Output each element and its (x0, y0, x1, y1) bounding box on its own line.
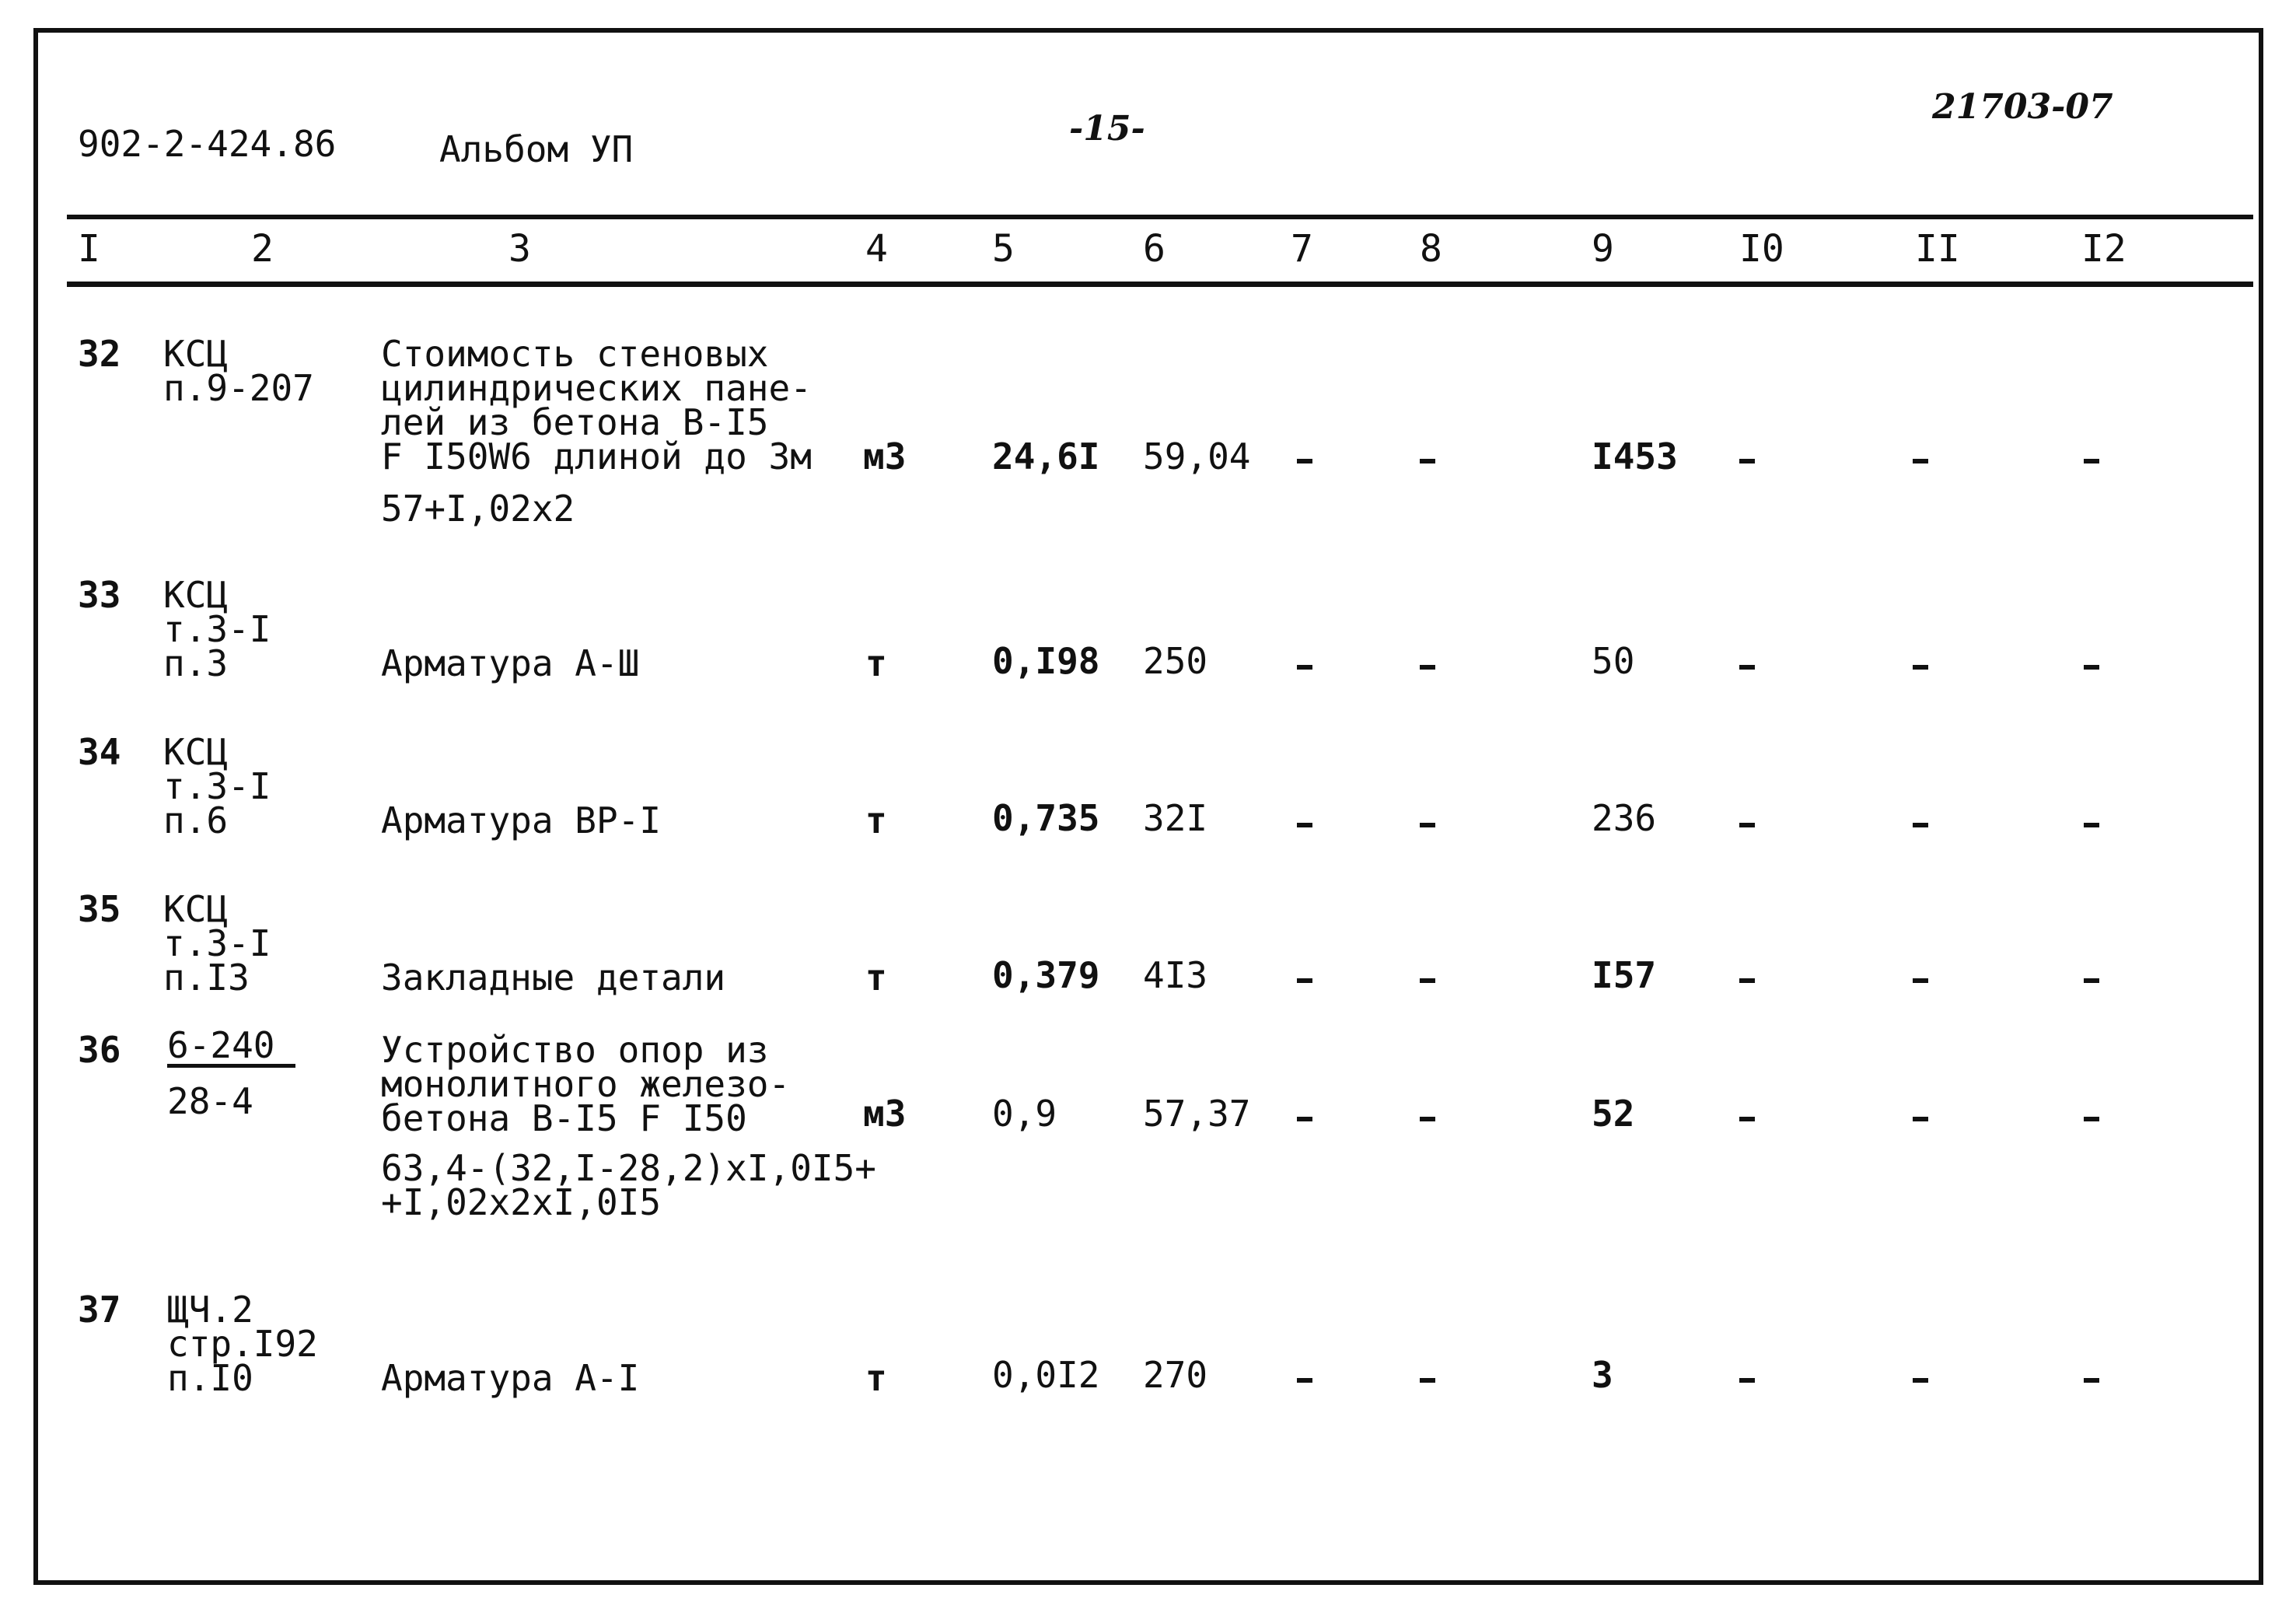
row-ref: п.I0 (167, 1357, 253, 1399)
column-header: I2 (2081, 227, 2127, 271)
header-bottom-rule (67, 282, 2253, 287)
row-number: 37 (78, 1289, 121, 1331)
row-price: 4I3 (1143, 954, 1208, 996)
row-desc: монолитного железо- (381, 1063, 791, 1105)
album-label: Альбом УП (439, 128, 634, 170)
row-ref: т.3-I (163, 765, 271, 807)
row-cost: 3 (1592, 1354, 1613, 1396)
dash-mark (1739, 823, 1755, 827)
dash-mark (2084, 823, 2099, 827)
dash-mark (1913, 665, 1928, 670)
row-qty: 0,0I2 (992, 1354, 1100, 1396)
row-cost: I453 (1592, 435, 1678, 477)
row-note: +I,02x2xI,0I5 (381, 1181, 662, 1223)
dash-mark (1297, 459, 1312, 463)
row-price: 59,04 (1143, 435, 1251, 477)
dash-mark (1297, 1378, 1312, 1383)
row-qty: 0,735 (992, 797, 1100, 839)
column-header: 4 (865, 227, 888, 271)
dash-mark (2084, 1117, 2099, 1121)
row-price: 270 (1143, 1354, 1208, 1396)
row-desc: Стоимость стеновых (381, 333, 769, 375)
row-ref: п.I3 (163, 957, 250, 999)
column-header: II (1915, 227, 1960, 271)
row-ref: 6-240 (167, 1028, 295, 1068)
row-desc: Арматура А-I (381, 1357, 640, 1399)
row-number: 33 (78, 574, 121, 616)
row-unit: м3 (863, 1093, 907, 1135)
column-header: 7 (1291, 227, 1313, 271)
row-ref: п.6 (163, 799, 229, 841)
row-ref: п.9-207 (163, 367, 314, 409)
row-number: 35 (78, 888, 121, 930)
row-ref: КСЦ (163, 574, 229, 616)
row-note: 63,4-(32,I-28,2)xI,0I5+ (381, 1147, 876, 1189)
inventory-number: 21703-07 (1932, 87, 2113, 127)
dash-mark (1739, 665, 1755, 670)
row-desc: Арматура ВР-I (381, 799, 662, 841)
row-number: 34 (78, 731, 121, 773)
row-cost: 236 (1592, 797, 1657, 839)
dash-mark (2084, 459, 2099, 463)
row-price: 57,37 (1143, 1093, 1251, 1135)
row-number: 32 (78, 333, 121, 375)
row-ref: п.3 (163, 642, 229, 684)
doc-code: 902-2-424.86 (78, 123, 337, 165)
row-qty: 0,I98 (992, 640, 1100, 682)
dash-mark (1297, 665, 1312, 670)
column-header: 6 (1143, 227, 1165, 271)
column-header: 5 (992, 227, 1015, 271)
row-ref: КСЦ (163, 731, 229, 773)
dash-mark (1913, 1117, 1928, 1121)
row-qty: 0,9 (992, 1093, 1057, 1135)
row-unit: м3 (863, 435, 907, 477)
row-ref: КСЦ (163, 888, 229, 930)
row-unit: т (865, 799, 887, 841)
dash-mark (2084, 1378, 2099, 1383)
dash-mark (1297, 823, 1312, 827)
row-desc: Арматура А-Ш (381, 642, 640, 684)
row-price: 250 (1143, 640, 1208, 682)
row-price: 32I (1143, 797, 1208, 839)
dash-mark (1739, 1117, 1755, 1121)
row-desc: Закладные детали (381, 957, 726, 999)
dash-mark (1913, 1378, 1928, 1383)
row-desc: бетона В-I5 F I50 (381, 1097, 747, 1139)
row-cost: 50 (1592, 640, 1635, 682)
row-cost: 52 (1592, 1093, 1635, 1135)
row-unit: т (865, 957, 887, 999)
dash-mark (1913, 823, 1928, 827)
row-ref: 28-4 (167, 1080, 253, 1122)
row-number: 36 (78, 1029, 121, 1071)
row-desc: F I50W6 длиной до 3м (381, 435, 812, 477)
column-header: 8 (1420, 227, 1442, 271)
row-unit: т (865, 642, 887, 684)
dash-mark (1420, 1378, 1435, 1383)
dash-mark (2084, 978, 2099, 983)
dash-mark (1913, 978, 1928, 983)
row-ref: КСЦ (163, 333, 229, 375)
dash-mark (1297, 978, 1312, 983)
dash-mark (1913, 459, 1928, 463)
row-unit: т (865, 1357, 887, 1399)
row-qty: 24,6I (992, 435, 1100, 477)
column-header: 2 (251, 227, 274, 271)
page-number: -15- (1069, 109, 1145, 149)
dash-mark (1420, 823, 1435, 827)
column-header: I (78, 227, 100, 271)
row-note: 57+I,02x2 (381, 488, 575, 530)
dash-mark (1420, 1117, 1435, 1121)
column-header: 3 (508, 227, 531, 271)
row-desc: Устройство опор из (381, 1029, 769, 1071)
row-ref: стр.I92 (167, 1323, 318, 1365)
column-header: I0 (1739, 227, 1784, 271)
dash-mark (2084, 665, 2099, 670)
row-ref: ЩЧ.2 (167, 1289, 253, 1331)
dash-mark (1420, 459, 1435, 463)
header-top-rule (67, 215, 2253, 219)
dash-mark (1297, 1117, 1312, 1121)
row-cost: I57 (1592, 954, 1657, 996)
dash-mark (1420, 665, 1435, 670)
column-header: 9 (1592, 227, 1614, 271)
row-ref: т.3-I (163, 922, 271, 964)
dash-mark (1420, 978, 1435, 983)
row-desc: лей из бетона В-I5 (381, 401, 769, 443)
row-qty: 0,379 (992, 954, 1100, 996)
row-desc: цилиндрических пане- (381, 367, 812, 409)
row-ref: т.3-I (163, 608, 271, 650)
dash-mark (1739, 978, 1755, 983)
dash-mark (1739, 459, 1755, 463)
dash-mark (1739, 1378, 1755, 1383)
